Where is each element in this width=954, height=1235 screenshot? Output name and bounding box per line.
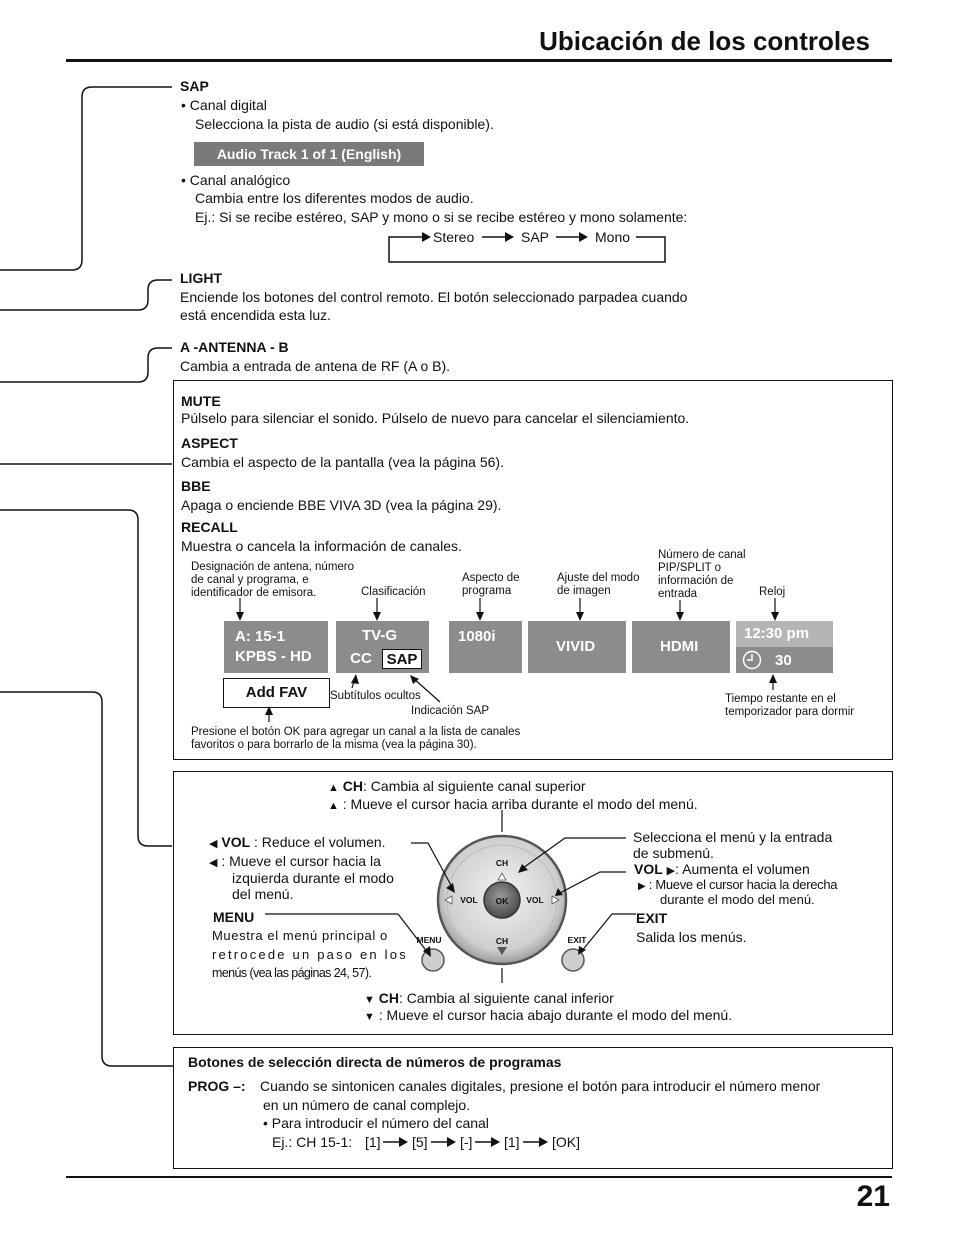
sap-digital-label: • Canal digital — [181, 97, 267, 113]
ch-up-line-2: ▲ : Mueve el cursor hacia arriba durante el modo del menú. — [328, 796, 698, 812]
aspect-desc: Cambia el aspecto de la pantalla (vea la página 56). — [181, 454, 504, 470]
prog-key: PROG –: — [188, 1078, 246, 1094]
osd-label-rating: Clasificación — [361, 586, 426, 598]
sap-example: Ej.: Si se recibe estéreo, SAP y mono o si se recibe estéreo y mono solamente: — [195, 209, 688, 225]
recall-heading: RECALL — [181, 519, 238, 535]
pad-exit-label: EXIT — [567, 935, 587, 945]
prog-desc-2: en un número de canal complejo. — [263, 1097, 471, 1113]
fav-note-2: favoritos o para borrarlo de la misma (vea la página 30). — [191, 739, 477, 751]
pad-ok-label: OK — [495, 896, 509, 906]
prog-desc-1: Cuando se sintonicen canales digitales, presione el botón para introducir el número menor — [260, 1078, 821, 1094]
osd-rating: TV-G — [362, 627, 398, 644]
prog-example-key-5: [OK] — [552, 1134, 581, 1150]
light-heading: LIGHT — [180, 270, 222, 286]
sap-digital-desc: Selecciona la pista de audio (si está disponible). — [195, 116, 494, 132]
cycle-mono: Mono — [595, 229, 631, 245]
page-number: 21 — [856, 1180, 890, 1213]
antenna-heading: A -ANTENNA - B — [180, 339, 289, 355]
bbe-desc: Apaga o enciende BBE VIVA 3D (vea la página 29). — [181, 497, 502, 513]
osd-cc: CC — [350, 650, 372, 667]
audio-track-banner: Audio Track 1 of 1 (English) — [194, 142, 424, 166]
sap-analog-label: • Canal analógico — [181, 172, 291, 188]
up-triangle-icon: ▲ — [328, 782, 339, 794]
down-triangle-icon: ▼ — [364, 1011, 375, 1023]
menu-desc-2: retrocede un paso en los — [212, 947, 408, 962]
add-fav-box: Add FAV — [223, 678, 330, 708]
osd-label-input: Número de canal PIP/SPLIT o información de entrada — [658, 549, 746, 600]
footer-rule — [66, 1176, 892, 1178]
prog-example-key-1: [1] — [365, 1134, 381, 1150]
right-triangle-icon: ▶ — [638, 881, 646, 892]
osd-label-aspect: Aspecto de programa — [462, 572, 520, 597]
left-triangle-icon: ◀ — [209, 857, 218, 869]
light-desc-1: Enciende los botones del control remoto. El botón seleccionado parpadea cuando — [180, 289, 688, 305]
osd-channel-line2: KPBS - HD — [235, 648, 312, 665]
pad-vol-right-label: VOL — [526, 895, 544, 905]
osd-sap: SAP — [382, 649, 422, 669]
osd-label-picture: Ajuste del modo de imagen — [557, 572, 640, 597]
osd-timer: 30 — [775, 652, 792, 669]
ok-desc-1: Selecciona el menú y la entrada — [633, 829, 833, 845]
vol-down-desc-2: izquierda durante el modo — [232, 870, 394, 886]
osd-aspect: 1080i — [458, 628, 496, 645]
cycle-sap: SAP — [521, 229, 550, 245]
panel3-heading: Botones de selección directa de números de programas — [188, 1054, 562, 1070]
vol-up-desc-2: durante el modo del menú. — [660, 892, 815, 907]
prog-example-key-4: [1] — [504, 1134, 520, 1150]
mute-heading: MUTE — [181, 393, 221, 409]
exit-desc: Salida los menús. — [636, 929, 747, 945]
vol-down-desc-3: del menú. — [232, 886, 294, 902]
left-triangle-icon: ◀ — [209, 838, 218, 850]
vol-down-desc-1: ◀ : Mueve el cursor hacia la — [209, 853, 381, 869]
bbe-heading: BBE — [181, 478, 211, 494]
fav-note-1: Presione el botón OK para agregar un canal a la lista de canales — [191, 726, 521, 738]
prog-example-key-3: [-] — [460, 1134, 473, 1150]
osd-label-clock: Reloj — [759, 586, 786, 598]
ch-down-line-2: ▼ : Mueve el cursor hacia abajo durante el modo del menú. — [364, 1007, 733, 1023]
recall-desc: Muestra o cancela la información de canales. — [181, 538, 462, 554]
light-desc-2: está encendida esta luz. — [180, 307, 331, 323]
pad-ch-bottom-label: CH — [495, 936, 509, 946]
ch-down-line-1: ▼ CH: Cambia al siguiente canal inferior — [364, 990, 614, 1006]
ok-desc-2: de submenú. — [633, 845, 714, 861]
osd-label-antenna: Designación de antena, número de canal y programa, e identificador de emisora. — [191, 561, 355, 599]
vol-up-line: VOL ▶: Aumenta el volumen — [634, 861, 810, 877]
aspect-heading: ASPECT — [181, 435, 238, 451]
pad-ch-top-label: CH — [495, 858, 509, 868]
osd-label-cc: Subtítulos ocultos — [330, 690, 421, 702]
ch-up-line-1: ▲ CH: Cambia al siguiente canal superior — [328, 778, 586, 794]
prog-example-key-2: [5] — [412, 1134, 428, 1150]
page-title: Ubicación de los controles — [539, 26, 870, 56]
cycle-stereo: Stereo — [433, 229, 475, 245]
menu-desc-1: Muestra el menú principal o — [212, 928, 388, 943]
osd-channel-line1: A: 15-1 — [235, 628, 286, 645]
up-triangle-icon: ▲ — [328, 800, 339, 812]
osd-label-sap: Indicación SAP — [411, 705, 489, 717]
down-triangle-icon: ▼ — [364, 994, 375, 1006]
menu-heading: MENU — [213, 909, 255, 925]
vol-up-desc-1: ▶ : Mueve el cursor hacia la derecha — [638, 877, 838, 892]
mute-desc: Púlselo para silenciar el sonido. Púlselo de nuevo para cancelar el silenciamiento. — [181, 410, 690, 426]
osd-label-timer: Tiempo restante en el temporizador para dormir — [725, 693, 855, 718]
right-triangle-icon: ▶ — [666, 865, 676, 877]
osd-input: HDMI — [660, 638, 699, 655]
osd-clock: 12:30 pm — [744, 625, 810, 642]
pad-menu-label: MENU — [416, 935, 442, 945]
antenna-desc: Cambia a entrada de antena de RF (A o B). — [180, 358, 451, 374]
sap-heading: SAP — [180, 78, 209, 94]
menu-desc-3: menús (vea las páginas 24, 57). — [212, 966, 372, 980]
vol-down-line: ◀ VOL : Reduce el volumen. — [209, 834, 386, 850]
pad-vol-left-label: VOL — [460, 895, 478, 905]
sap-analog-desc: Cambia entre los diferentes modos de audio. — [195, 190, 474, 206]
exit-heading: EXIT — [636, 910, 668, 926]
osd-picture: VIVID — [556, 638, 596, 655]
prog-bullet: • Para introducir el número del canal — [263, 1115, 489, 1131]
prog-example-prefix: Ej.: CH 15-1: — [272, 1134, 353, 1150]
